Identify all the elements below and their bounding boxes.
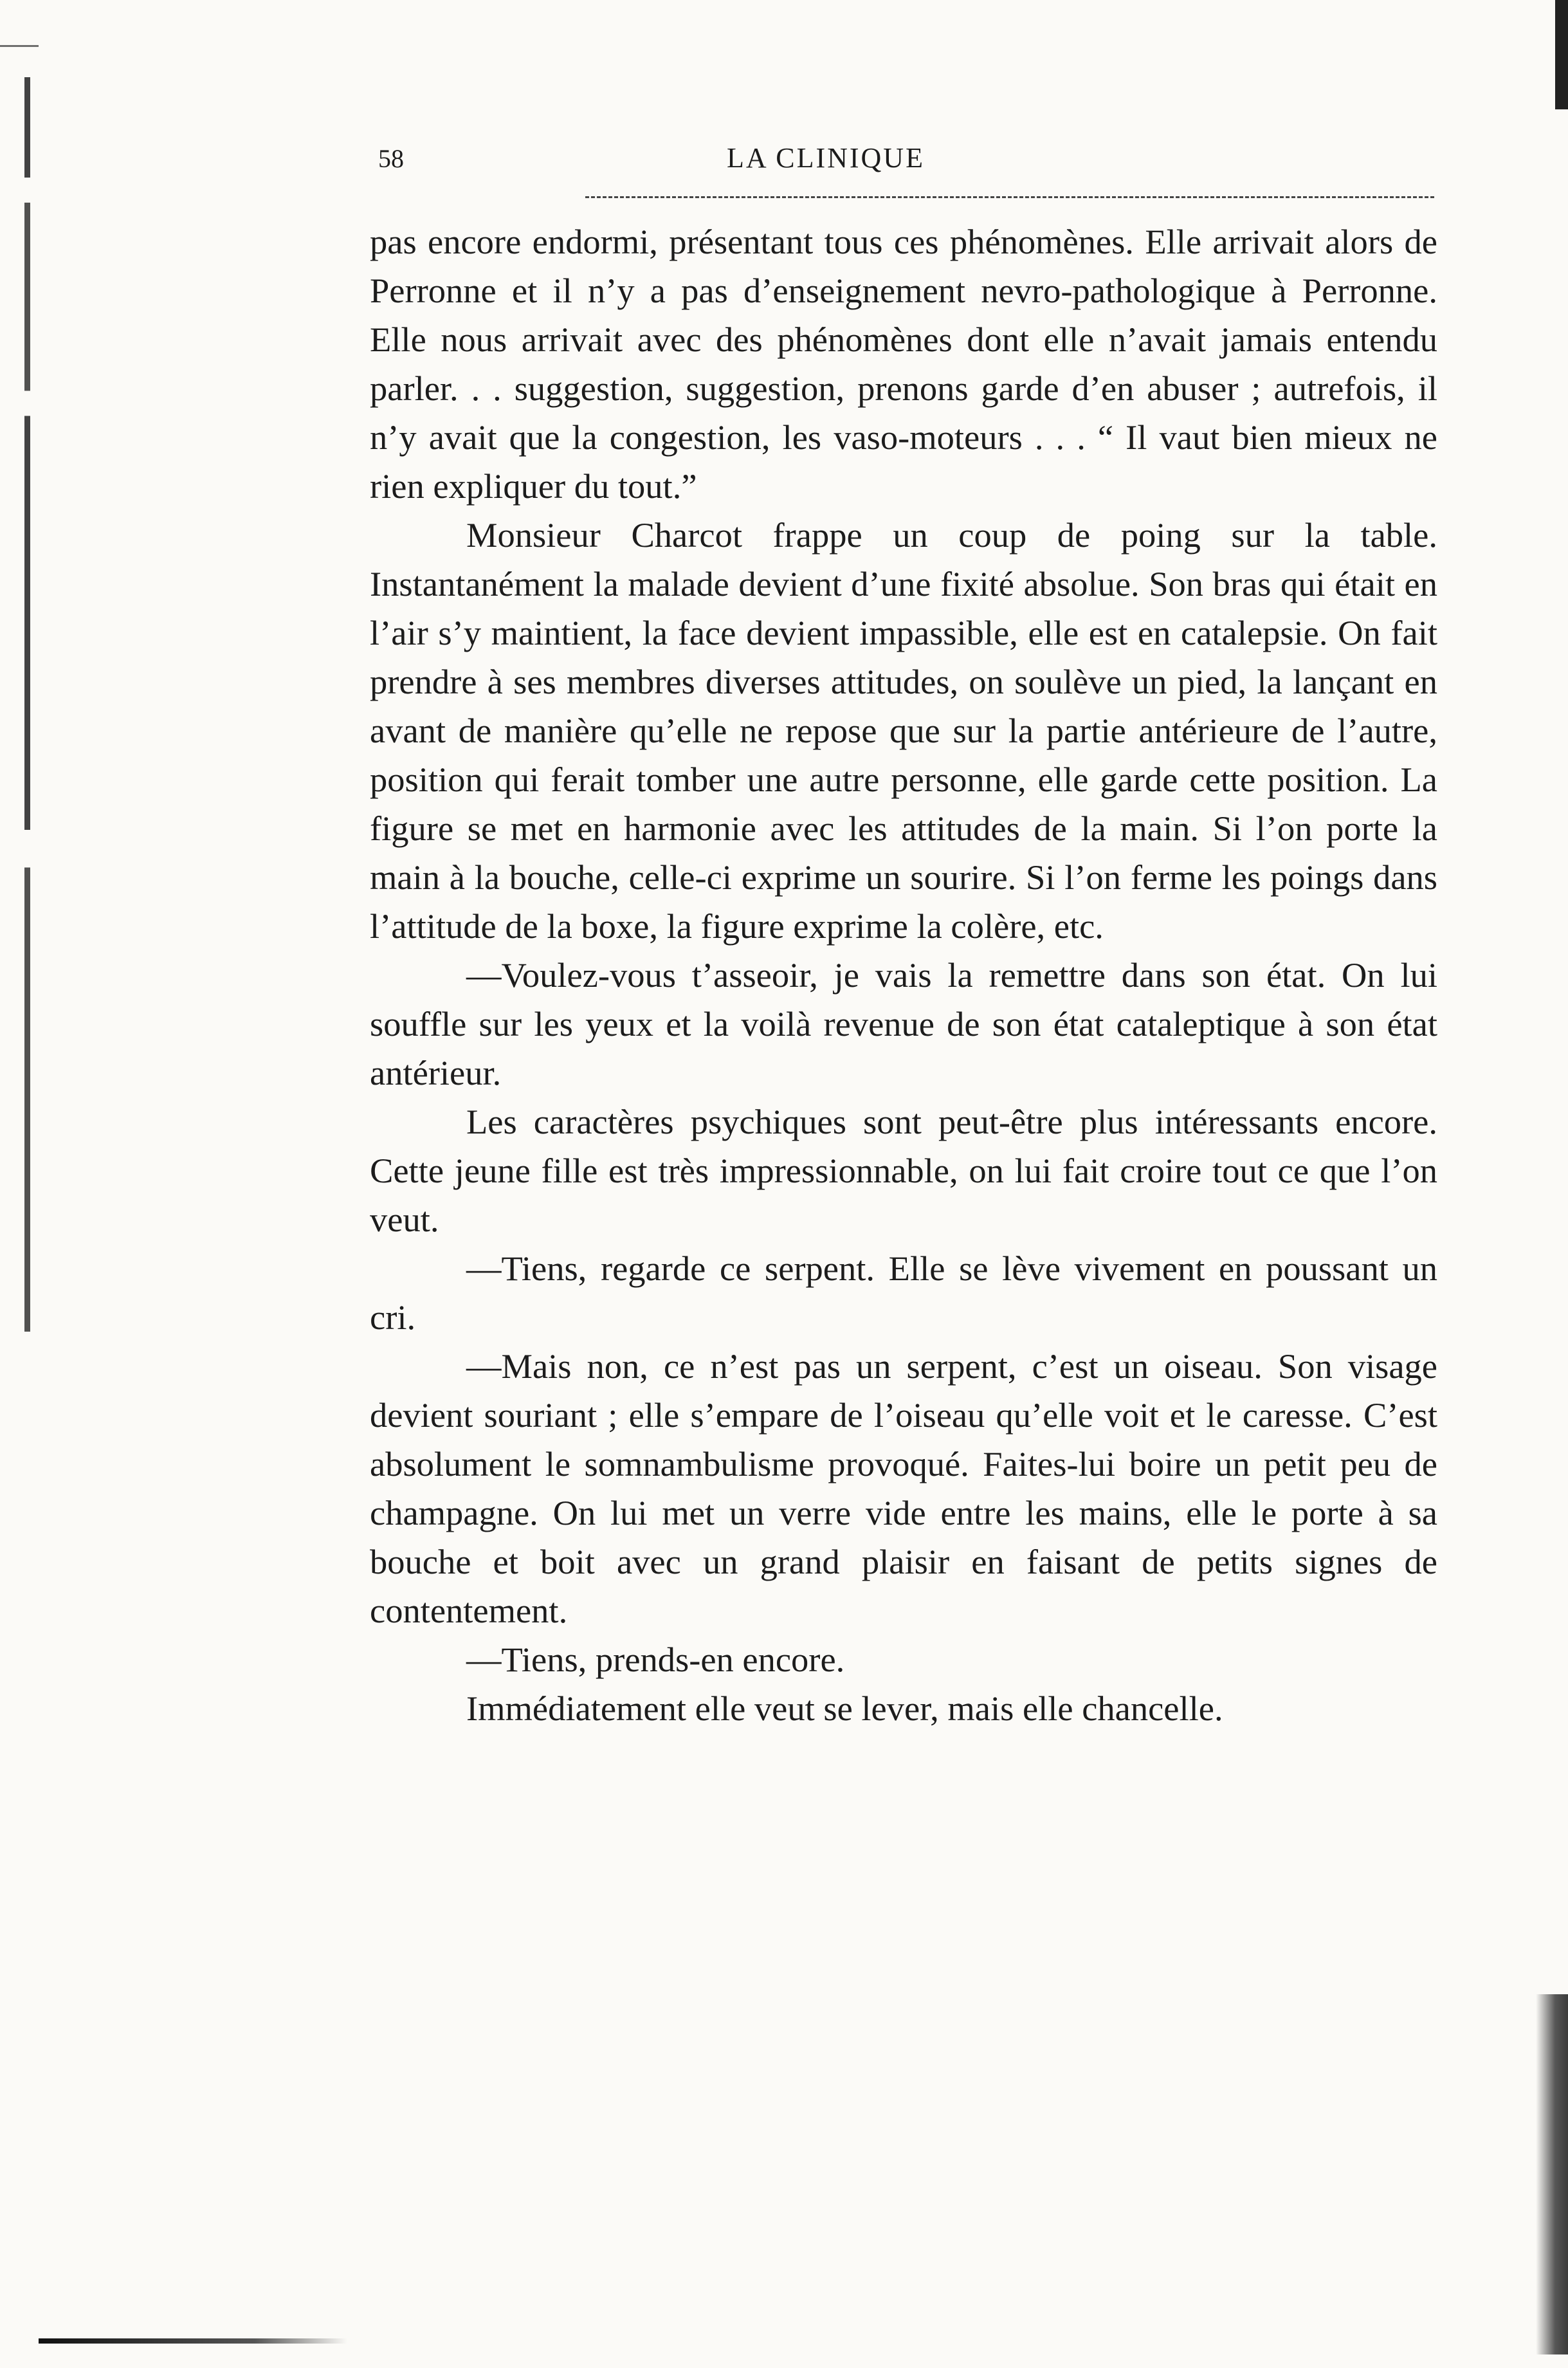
paragraph: —Voulez-vous t’asseoir, je vais la remettre dans son état. On lui souffle sur les yeux et la voilà revenue de son état cataleptique à son état antérieur. [370,955,1437,1092]
paragraph: pas encore endormi, présentant tous ces phénomènes. Elle arrivait alors de Perronne et il n’y a pas d’enseignement nevro-pathologique à Perronne. Elle nous arrivait avec des phénomènes dont elle n’avait jamais entendu parler. . . suggestion, suggestion, prenons garde d’en abuser ; autrefois, il n’y avait que la congestion, les vaso-moteurs . . . “ Il vaut bien mieux ne rien expliquer du tout.” [370,222,1437,506]
paragraph: Les caractères psychiques sont peut-être plus intéressants encore. Cette jeune fille est très impressionnable, on lui fait croire tout ce que l’on veut. [370,1102,1437,1239]
scan-edge-bottom-left [39,2338,347,2344]
paragraph: Immédiatement elle veut se lever, mais elle chancelle. [466,1689,1223,1728]
paragraph: —Tiens, prends-en encore. [466,1640,845,1679]
page-number: 58 [378,144,404,173]
header-rule [585,196,1434,198]
paragraph: Monsieur Charcot frappe un coup de poing sur la table. Instantanément la malade devient d’une fixité absolue. Son bras qui était en l’air s’y maintient, la face devient impassible, elle est en catalepsie. On fait prendre à ses membres diverses attitudes, on soulève un pied, la lançant en avant de manière qu’elle ne repose que sur la partie antérieure de l’autre, position qui ferait tomber une autre personne, elle garde cette position. La figure se met en harmonie avec les attitudes de la main. Si l’on porte la main à la bouche, celle-ci exprime un sourire. Si l’on ferme les poings dans l’attitude de la boxe, la figure exprime la colère, etc. [370,515,1437,946]
scan-edge-left-top [0,26,39,47]
body-text [370,217,1437,1733]
scan-edge-right [1555,0,1568,109]
paragraph: —Tiens, regarde ce serpent. Elle se lève vivement en poussant un cri. [370,1249,1437,1337]
paragraph: —Mais non, ce n’est pas un serpent, c’est un oiseau. Son visage devient souriant ; elle s’empare de l’oiseau qu’elle voit et le caresse. C’est absolument le somnambulisme provoqué. Faites-lui boire un petit peu de champagne. On lui met un verre vide entre les mains, elle le porte à sa bouche et boit avec un grand plaisir en faisant de petits signes de contentement. [370,1346,1437,1630]
scan-edge-right-bottom [1536,1994,1568,2354]
running-head: LA CLINIQUE [727,142,925,174]
scan-edge-left [24,77,30,1332]
